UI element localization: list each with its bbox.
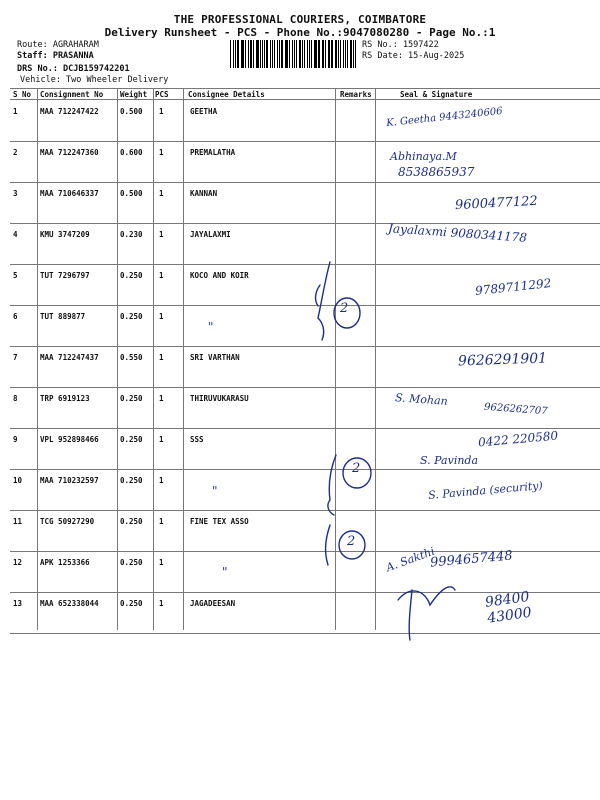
barcode-bar: [318, 40, 319, 68]
row-pcs: 1: [159, 271, 164, 280]
barcode-bar: [292, 40, 293, 68]
barcode-bar: [253, 40, 254, 68]
barcode-bar: [343, 40, 344, 68]
row-pcs: 1: [159, 435, 164, 444]
row-consignment-no: TUT 889877: [40, 312, 86, 321]
row-sno: 9: [13, 435, 18, 444]
row-consignee: FINE TEX ASSO: [190, 517, 249, 526]
ditto-row-6: ": [208, 320, 214, 334]
ditto-row-10: ": [212, 484, 218, 498]
barcode-bar: [314, 40, 315, 68]
barcode-bar: [242, 40, 243, 68]
barcode-bar: [274, 40, 275, 68]
barcode-bar: [256, 40, 257, 68]
runsheet-subtitle: Delivery Runsheet - PCS - Phone No.:9047080280 - Page No.:1: [104, 26, 496, 39]
barcode-bar: [266, 40, 268, 68]
row-rule: [10, 633, 600, 634]
barcode-bar: [245, 40, 246, 68]
signature-row-8-name: S. Mohan: [394, 391, 449, 408]
route-label: Route: AGRAHARAM: [17, 40, 99, 50]
row-sno: 4: [13, 230, 18, 239]
row-pcs: 1: [159, 189, 164, 198]
barcode-bar: [328, 40, 329, 68]
row-weight: 0.550: [120, 353, 143, 362]
barcode-bar: [331, 40, 332, 68]
barcode-bar: [340, 40, 341, 68]
row-sno: 10: [13, 476, 23, 485]
barcode-bar: [332, 40, 333, 68]
row-pcs: 1: [159, 599, 164, 608]
row-consignment-no: VPL 952898466: [40, 435, 99, 444]
barcode-bar: [260, 40, 261, 68]
signature-row-1: K. Geetha 9443240606: [385, 105, 504, 130]
barcode-bar: [294, 40, 295, 68]
row-consignment-no: MAA 712247437: [40, 353, 99, 362]
rs-number: RS No.: 1597422: [362, 40, 439, 50]
row-consignee: KANNAN: [190, 189, 218, 198]
drs-number: DRS No.: DCJB159742201: [17, 64, 130, 74]
signature-row-2-phone: 8538865937: [398, 165, 475, 179]
row-pcs: 1: [159, 230, 164, 239]
barcode-bar: [262, 40, 263, 68]
row-consignee: KOCO AND KOIR: [190, 271, 249, 280]
barcode-bar: [347, 40, 348, 68]
barcode-bar: [250, 40, 252, 68]
row-pcs: 1: [159, 517, 164, 526]
table-row: [0, 304, 600, 346]
row-weight: 0.250: [120, 394, 143, 403]
barcode-bar: [311, 40, 312, 68]
barcode-bar: [335, 40, 337, 68]
barcode-bar: [230, 40, 231, 68]
row-weight: 0.250: [120, 271, 143, 280]
ditto-row-12: ": [222, 565, 228, 579]
row-pcs: 1: [159, 148, 164, 157]
barcode-bar: [322, 40, 323, 68]
barcode-bar: [350, 40, 352, 68]
signature-row-12-phone: 9994657448: [429, 548, 514, 571]
table-top-rule: [10, 88, 600, 89]
row-consignment-no: TUT 7296797: [40, 271, 90, 280]
signature-row-7: 9626291901: [457, 350, 548, 370]
row-weight: 0.250: [120, 517, 143, 526]
barcode-bar: [304, 40, 305, 68]
row-sno: 5: [13, 271, 18, 280]
row-weight: 0.600: [120, 148, 143, 157]
row-consignment-no: MAA 712247422: [40, 107, 99, 116]
row-sno: 3: [13, 189, 18, 198]
signature-row-13: 98400 43000: [484, 588, 533, 627]
barcode-bar: [355, 40, 356, 68]
signature-row-2-name: Abhinaya.M: [390, 150, 457, 163]
signature-row-9-phone: 0422 220580: [477, 428, 559, 450]
signature-row-10: S. Pavinda (security): [427, 479, 544, 502]
barcode-bar: [338, 40, 339, 68]
barcode-bar: [279, 40, 280, 68]
row-pcs: 1: [159, 476, 164, 485]
row-sno: 1: [13, 107, 18, 116]
barcode-bar: [315, 40, 317, 68]
row-pcs: 1: [159, 558, 164, 567]
signature-row-5: 9789711292: [474, 276, 552, 298]
col-header-consignment: Consignment No: [40, 90, 104, 99]
row-pcs: 1: [159, 312, 164, 321]
row-weight: 0.500: [120, 107, 143, 116]
barcode-bar: [277, 40, 278, 68]
barcode-bar: [296, 40, 297, 68]
row-sno: 12: [13, 558, 23, 567]
barcode-bar: [323, 40, 324, 68]
row-sno: 11: [13, 517, 23, 526]
row-pcs: 1: [159, 394, 164, 403]
barcode-bar: [302, 40, 303, 68]
row-pcs: 1: [159, 353, 164, 362]
row-weight: 0.250: [120, 558, 143, 567]
barcode-bar: [235, 40, 236, 68]
row-consignment-no: TRP 6919123: [40, 394, 90, 403]
signature-row-8-phone: 9626262707: [483, 401, 548, 418]
row-sno: 7: [13, 353, 18, 362]
barcode-bar: [270, 40, 271, 68]
row-weight: 0.250: [120, 476, 143, 485]
table-row: [0, 140, 600, 182]
col-header-pcs: PCS: [155, 90, 169, 99]
table-row: [0, 509, 600, 551]
row-consignee: JAGADEESAN: [190, 599, 236, 608]
row-pcs: 1: [159, 107, 164, 116]
row-consignee: SRI VARTHAN: [190, 353, 240, 362]
row-consignment-no: MAA 712247360: [40, 148, 99, 157]
rs-date: RS Date: 15-Aug-2025: [362, 51, 465, 61]
barcode-bar: [237, 40, 239, 68]
barcode-bar: [241, 40, 242, 68]
row-sno: 2: [13, 148, 18, 157]
barcode-bar: [264, 40, 265, 68]
circled-mark: 2: [347, 534, 356, 549]
row-weight: 0.500: [120, 189, 143, 198]
row-sno: 8: [13, 394, 18, 403]
col-header-remarks: Remarks: [340, 90, 372, 99]
barcode-bar: [353, 40, 354, 68]
signature-row-12-name: A. Sakthi: [384, 544, 437, 575]
barcode-bar: [281, 40, 282, 68]
row-consignee: JAYALAXMI: [190, 230, 231, 239]
col-header-sno: S No: [13, 90, 32, 99]
row-sno: 6: [13, 312, 18, 321]
circled-mark: 2: [340, 301, 349, 316]
barcode-bar: [309, 40, 310, 68]
row-weight: 0.250: [120, 312, 143, 321]
barcode-image: [230, 40, 358, 68]
barcode-bar: [286, 40, 288, 68]
row-consignee: THIRUVUKARASU: [190, 394, 249, 403]
row-consignee: PREMALATHA: [190, 148, 236, 157]
row-consignment-no: TCG 50927290: [40, 517, 95, 526]
staff-label: Staff: PRASANNA: [17, 51, 94, 61]
signature-row-4: Jayalaxmi 9080341178: [387, 221, 528, 245]
barcode-bar: [325, 40, 326, 68]
barcode-bar: [289, 40, 290, 68]
signature-row-3: 9600477122: [454, 193, 539, 214]
row-consignment-no: MAA 710232597: [40, 476, 99, 485]
row-sno: 13: [13, 599, 23, 608]
barcode-bar: [345, 40, 346, 68]
signature-row-9-name: S. Pavinda: [420, 454, 479, 467]
barcode-bar: [307, 40, 308, 68]
barcode-bar: [248, 40, 249, 68]
barcode-bar: [272, 40, 273, 68]
col-header-weight: Weight: [120, 90, 148, 99]
col-header-seal-signature: Seal & Signature: [400, 90, 473, 99]
table-row: [0, 99, 600, 141]
row-weight: 0.250: [120, 435, 143, 444]
barcode-bar: [285, 40, 286, 68]
col-header-consignee: Consignee Details: [188, 90, 265, 99]
company-title: THE PROFESSIONAL COURIERS, COIMBATORE: [173, 13, 427, 26]
row-consignment-no: KMU 3747209: [40, 230, 90, 239]
row-weight: 0.250: [120, 599, 143, 608]
barcode-bar: [233, 40, 234, 68]
row-consignee: SSS: [190, 435, 204, 444]
row-consignee: GEETHA: [190, 107, 218, 116]
row-consignment-no: MAA 652338044: [40, 599, 99, 608]
vehicle-label: Vehicle: Two Wheeler Delivery: [20, 75, 169, 85]
row-consignment-no: MAA 710646337: [40, 189, 99, 198]
barcode-bar: [299, 40, 301, 68]
circled-mark: 2: [352, 461, 361, 476]
row-consignment-no: APK 1253366: [40, 558, 90, 567]
row-weight: 0.230: [120, 230, 143, 239]
barcode-bar: [257, 40, 258, 68]
